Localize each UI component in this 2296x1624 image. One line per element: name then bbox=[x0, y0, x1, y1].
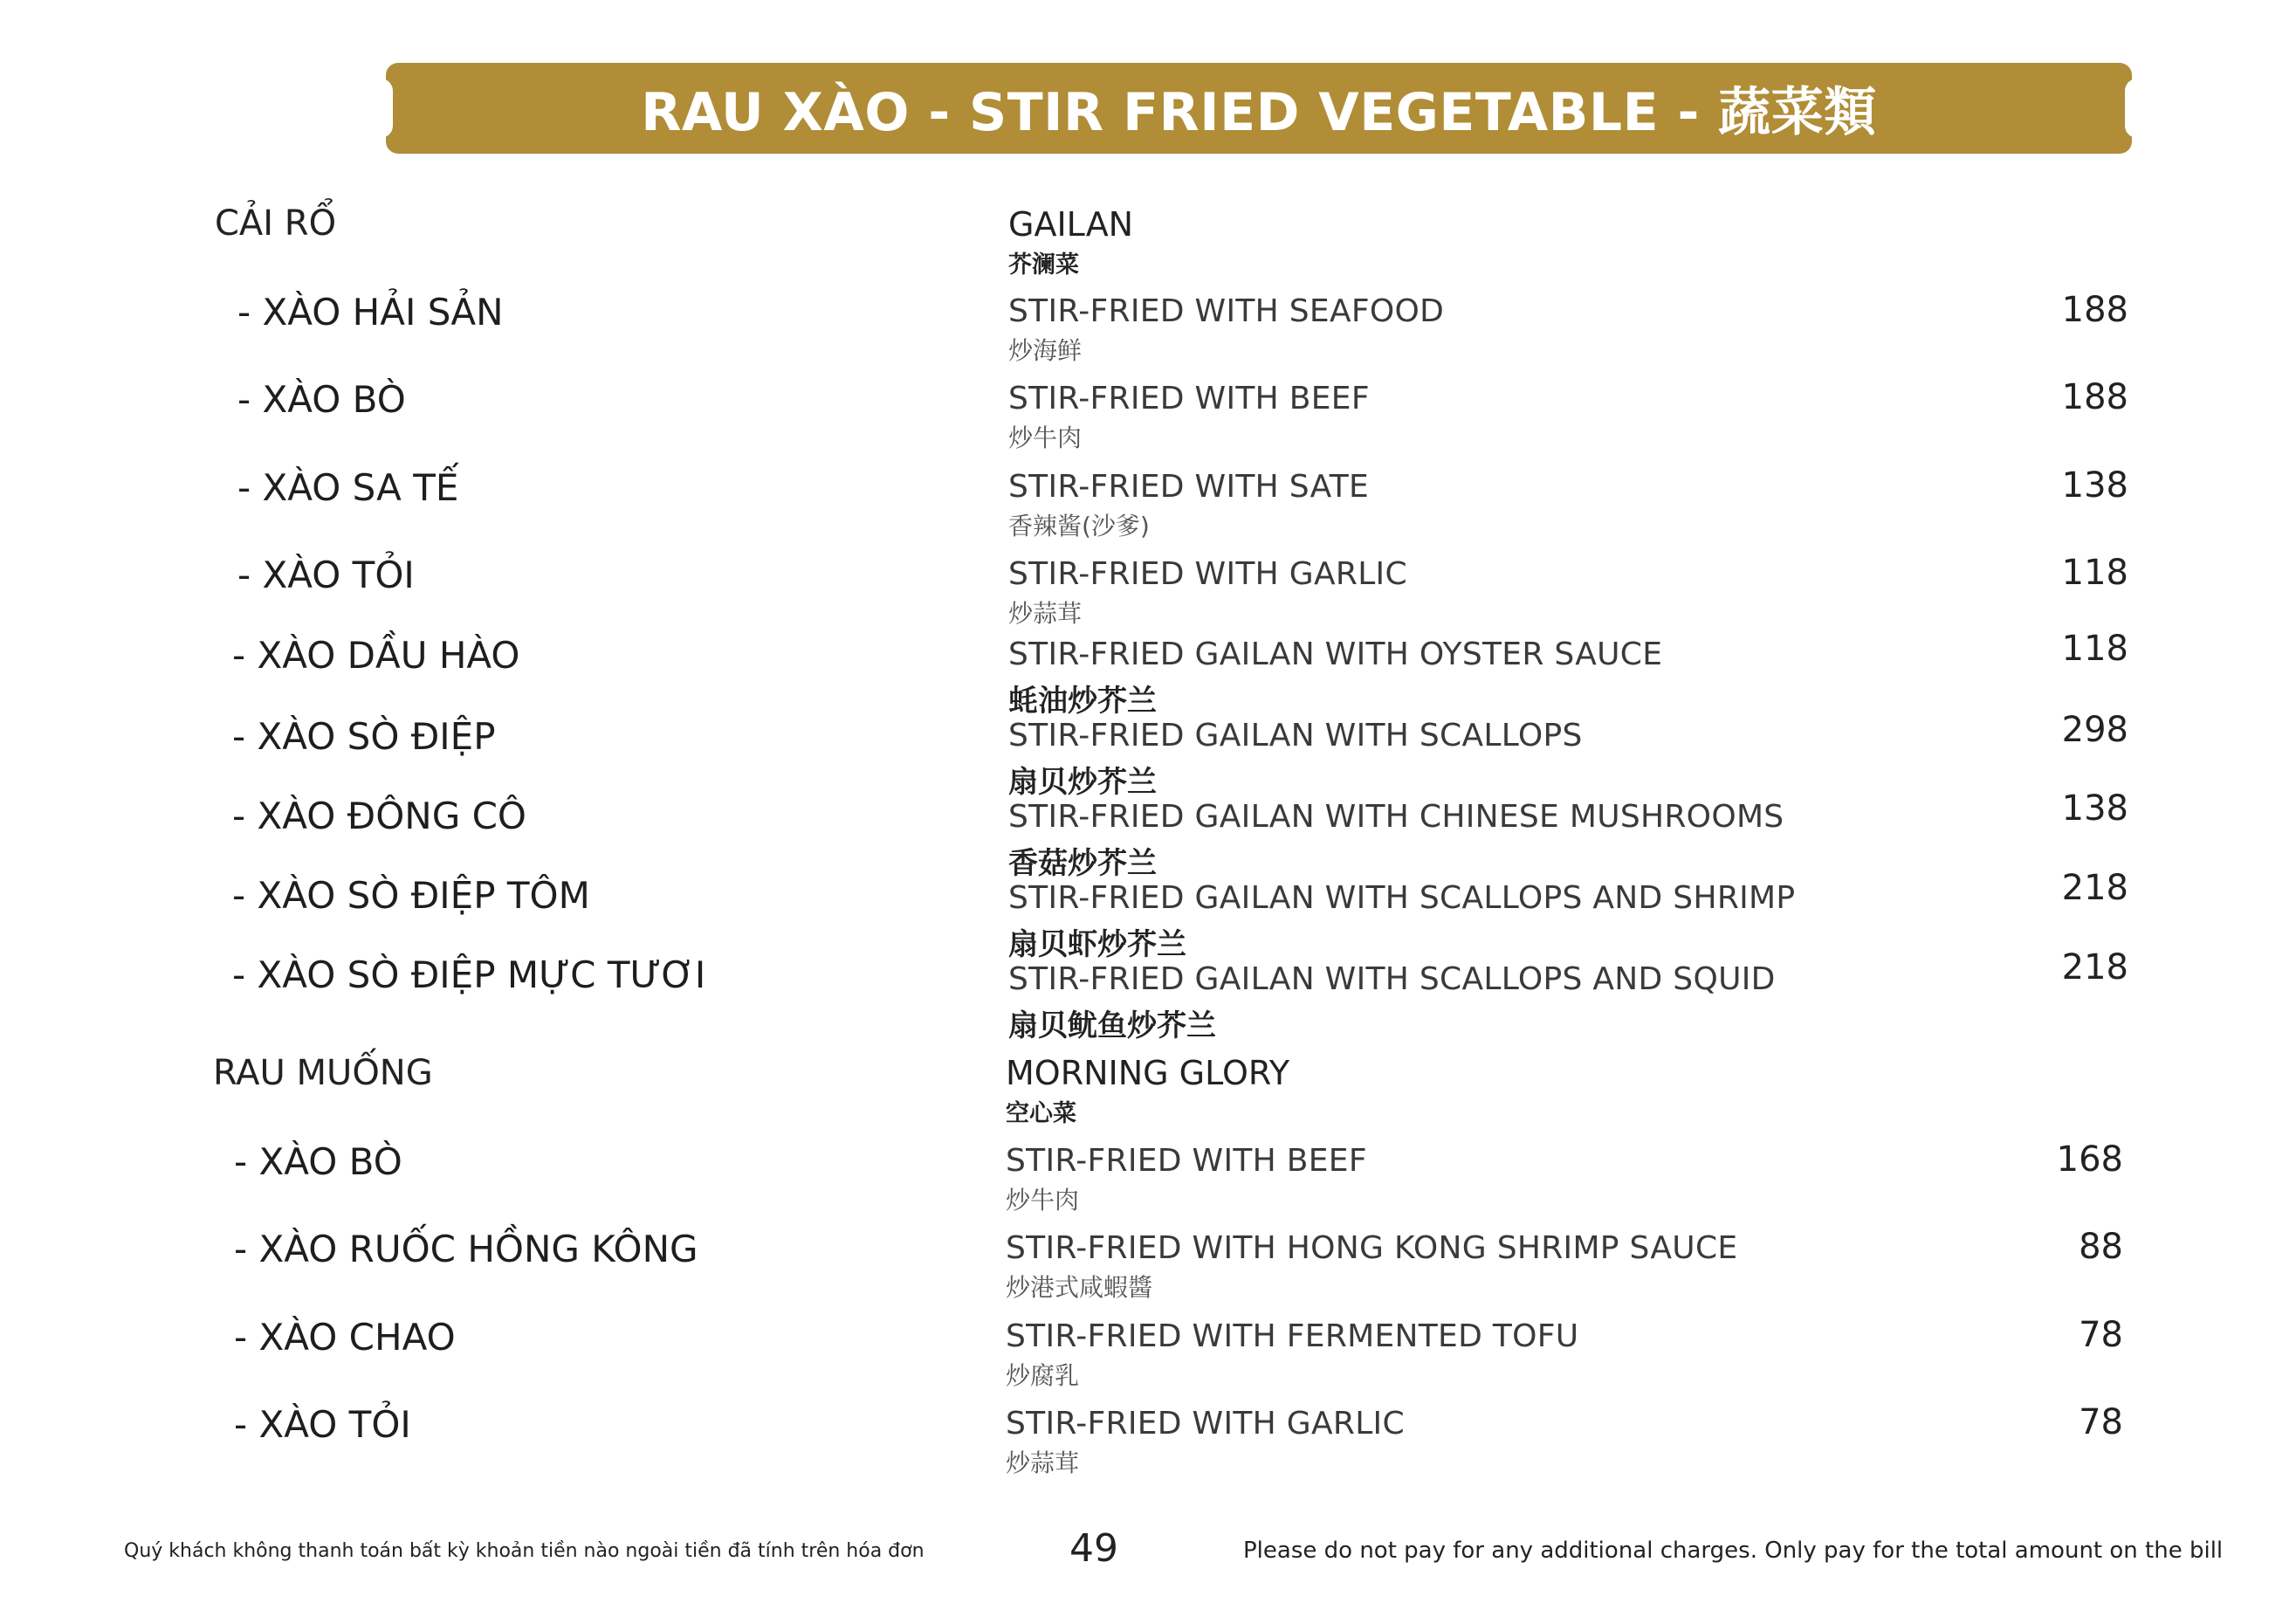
menu-item-cn: 炒腐乳 bbox=[1006, 1361, 1080, 1390]
menu-item-cn: 香菇炒芥兰 bbox=[1008, 846, 1157, 881]
menu-item-cn: 炒牛肉 bbox=[1006, 1186, 1080, 1215]
menu-item-price: 78 bbox=[2079, 1315, 2123, 1355]
menu-item-price: 118 bbox=[2061, 629, 2128, 669]
menu-item-price: 188 bbox=[2061, 290, 2128, 330]
menu-item-vn: - XÀO SÒ ĐIỆP bbox=[232, 715, 496, 758]
menu-item-en: STIR-FRIED GAILAN WITH SCALLOPS bbox=[1008, 718, 1583, 754]
section-title-en: GAILAN bbox=[1008, 205, 1134, 244]
section-title-vn: RAU MUỐNG bbox=[213, 1053, 433, 1093]
menu-item-vn: - XÀO RUỐC HỒNG KÔNG bbox=[234, 1228, 698, 1270]
menu-item-vn: - XÀO DẦU HÀO bbox=[232, 634, 520, 677]
section-title-cn: 空心菜 bbox=[1006, 1100, 1076, 1127]
menu-item-cn: 炒牛肉 bbox=[1008, 423, 1083, 452]
menu-item-vn: - XÀO SA TẾ bbox=[237, 466, 459, 509]
footer-note-vn: Quý khách không thanh toán bất kỳ khoản tiền nào ngoài tiền đã tính trên hóa đơn bbox=[124, 1540, 925, 1562]
menu-item-price: 88 bbox=[2079, 1227, 2123, 1267]
menu-item-en: STIR-FRIED WITH GARLIC bbox=[1006, 1406, 1405, 1442]
menu-item-price: 218 bbox=[2061, 947, 2128, 987]
menu-item-cn: 扇贝炒芥兰 bbox=[1008, 765, 1157, 800]
menu-item-en: STIR-FRIED WITH SATE bbox=[1008, 469, 1370, 505]
section-title-cn: 芥澜菜 bbox=[1008, 251, 1079, 279]
menu-item-price: 78 bbox=[2079, 1402, 2123, 1442]
menu-item-en: STIR-FRIED GAILAN WITH SCALLOPS AND SHRIMP bbox=[1008, 880, 1796, 916]
menu-item-vn: - XÀO ĐÔNG CÔ bbox=[232, 795, 526, 837]
menu-item-en: STIR-FRIED GAILAN WITH SCALLOPS AND SQUID bbox=[1008, 961, 1776, 997]
menu-item-en: STIR-FRIED WITH FERMENTED TOFU bbox=[1006, 1318, 1579, 1354]
menu-item-vn: - XÀO TỎI bbox=[237, 554, 415, 596]
page-title: RAU XÀO - STIR FRIED VEGETABLE - 蔬菜類 bbox=[641, 82, 1877, 143]
menu-item-price: 138 bbox=[2061, 788, 2128, 829]
menu-item-en: STIR-FRIED GAILAN WITH CHINESE MUSHROOMS bbox=[1008, 799, 1784, 835]
menu-item-price: 118 bbox=[2061, 553, 2128, 593]
menu-item-price: 138 bbox=[2061, 465, 2128, 506]
menu-item-cn: 蚝油炒芥兰 bbox=[1008, 684, 1157, 719]
menu-item-en: STIR-FRIED WITH BEEF bbox=[1008, 381, 1370, 416]
menu-item-price: 188 bbox=[2061, 377, 2128, 417]
page-number: 49 bbox=[1069, 1526, 1118, 1571]
menu-item-en: STIR-FRIED WITH GARLIC bbox=[1008, 556, 1407, 592]
menu-item-en: STIR-FRIED WITH SEAFOOD bbox=[1008, 293, 1445, 329]
menu-item-en: STIR-FRIED WITH BEEF bbox=[1006, 1143, 1367, 1179]
menu-item-price: 298 bbox=[2061, 710, 2128, 750]
menu-item-vn: - XÀO BÒ bbox=[234, 1140, 402, 1183]
footer-note-en: Please do not pay for any additional charges. Only pay for the total amount on the bill bbox=[1243, 1538, 2224, 1564]
menu-item-cn: 香辣酱(沙爹) bbox=[1008, 512, 1150, 540]
section-banner bbox=[386, 63, 2132, 154]
menu-item-vn: - XÀO CHAO bbox=[234, 1316, 456, 1359]
menu-item-cn: 扇贝鱿鱼炒芥兰 bbox=[1008, 1008, 1216, 1043]
menu-item-vn: - XÀO SÒ ĐIỆP TÔM bbox=[232, 874, 590, 917]
menu-item-price: 218 bbox=[2061, 868, 2128, 908]
menu-item-cn: 扇贝虾炒芥兰 bbox=[1008, 927, 1186, 962]
menu-item-cn: 炒港式咸蝦醬 bbox=[1006, 1273, 1153, 1302]
section-title-en: MORNING GLORY bbox=[1006, 1054, 1290, 1092]
menu-item-cn: 炒蒜茸 bbox=[1006, 1449, 1080, 1477]
menu-item-vn: - XÀO SÒ ĐIỆP MỰC TƯƠI bbox=[232, 953, 706, 996]
menu-item-en: STIR-FRIED WITH HONG KONG SHRIMP SAUCE bbox=[1006, 1230, 1738, 1266]
menu-item-vn: - XÀO HẢI SẢN bbox=[237, 291, 504, 334]
menu-item-price: 168 bbox=[2056, 1139, 2123, 1180]
section-title-vn: CẢI RỔ bbox=[215, 203, 337, 244]
menu-item-cn: 炒蒜茸 bbox=[1008, 599, 1083, 628]
menu-item-vn: - XÀO BÒ bbox=[237, 378, 406, 421]
menu-item-en: STIR-FRIED GAILAN WITH OYSTER SAUCE bbox=[1008, 637, 1663, 672]
menu-item-vn: - XÀO TỎI bbox=[234, 1403, 411, 1446]
menu-item-cn: 炒海鲜 bbox=[1008, 336, 1083, 365]
